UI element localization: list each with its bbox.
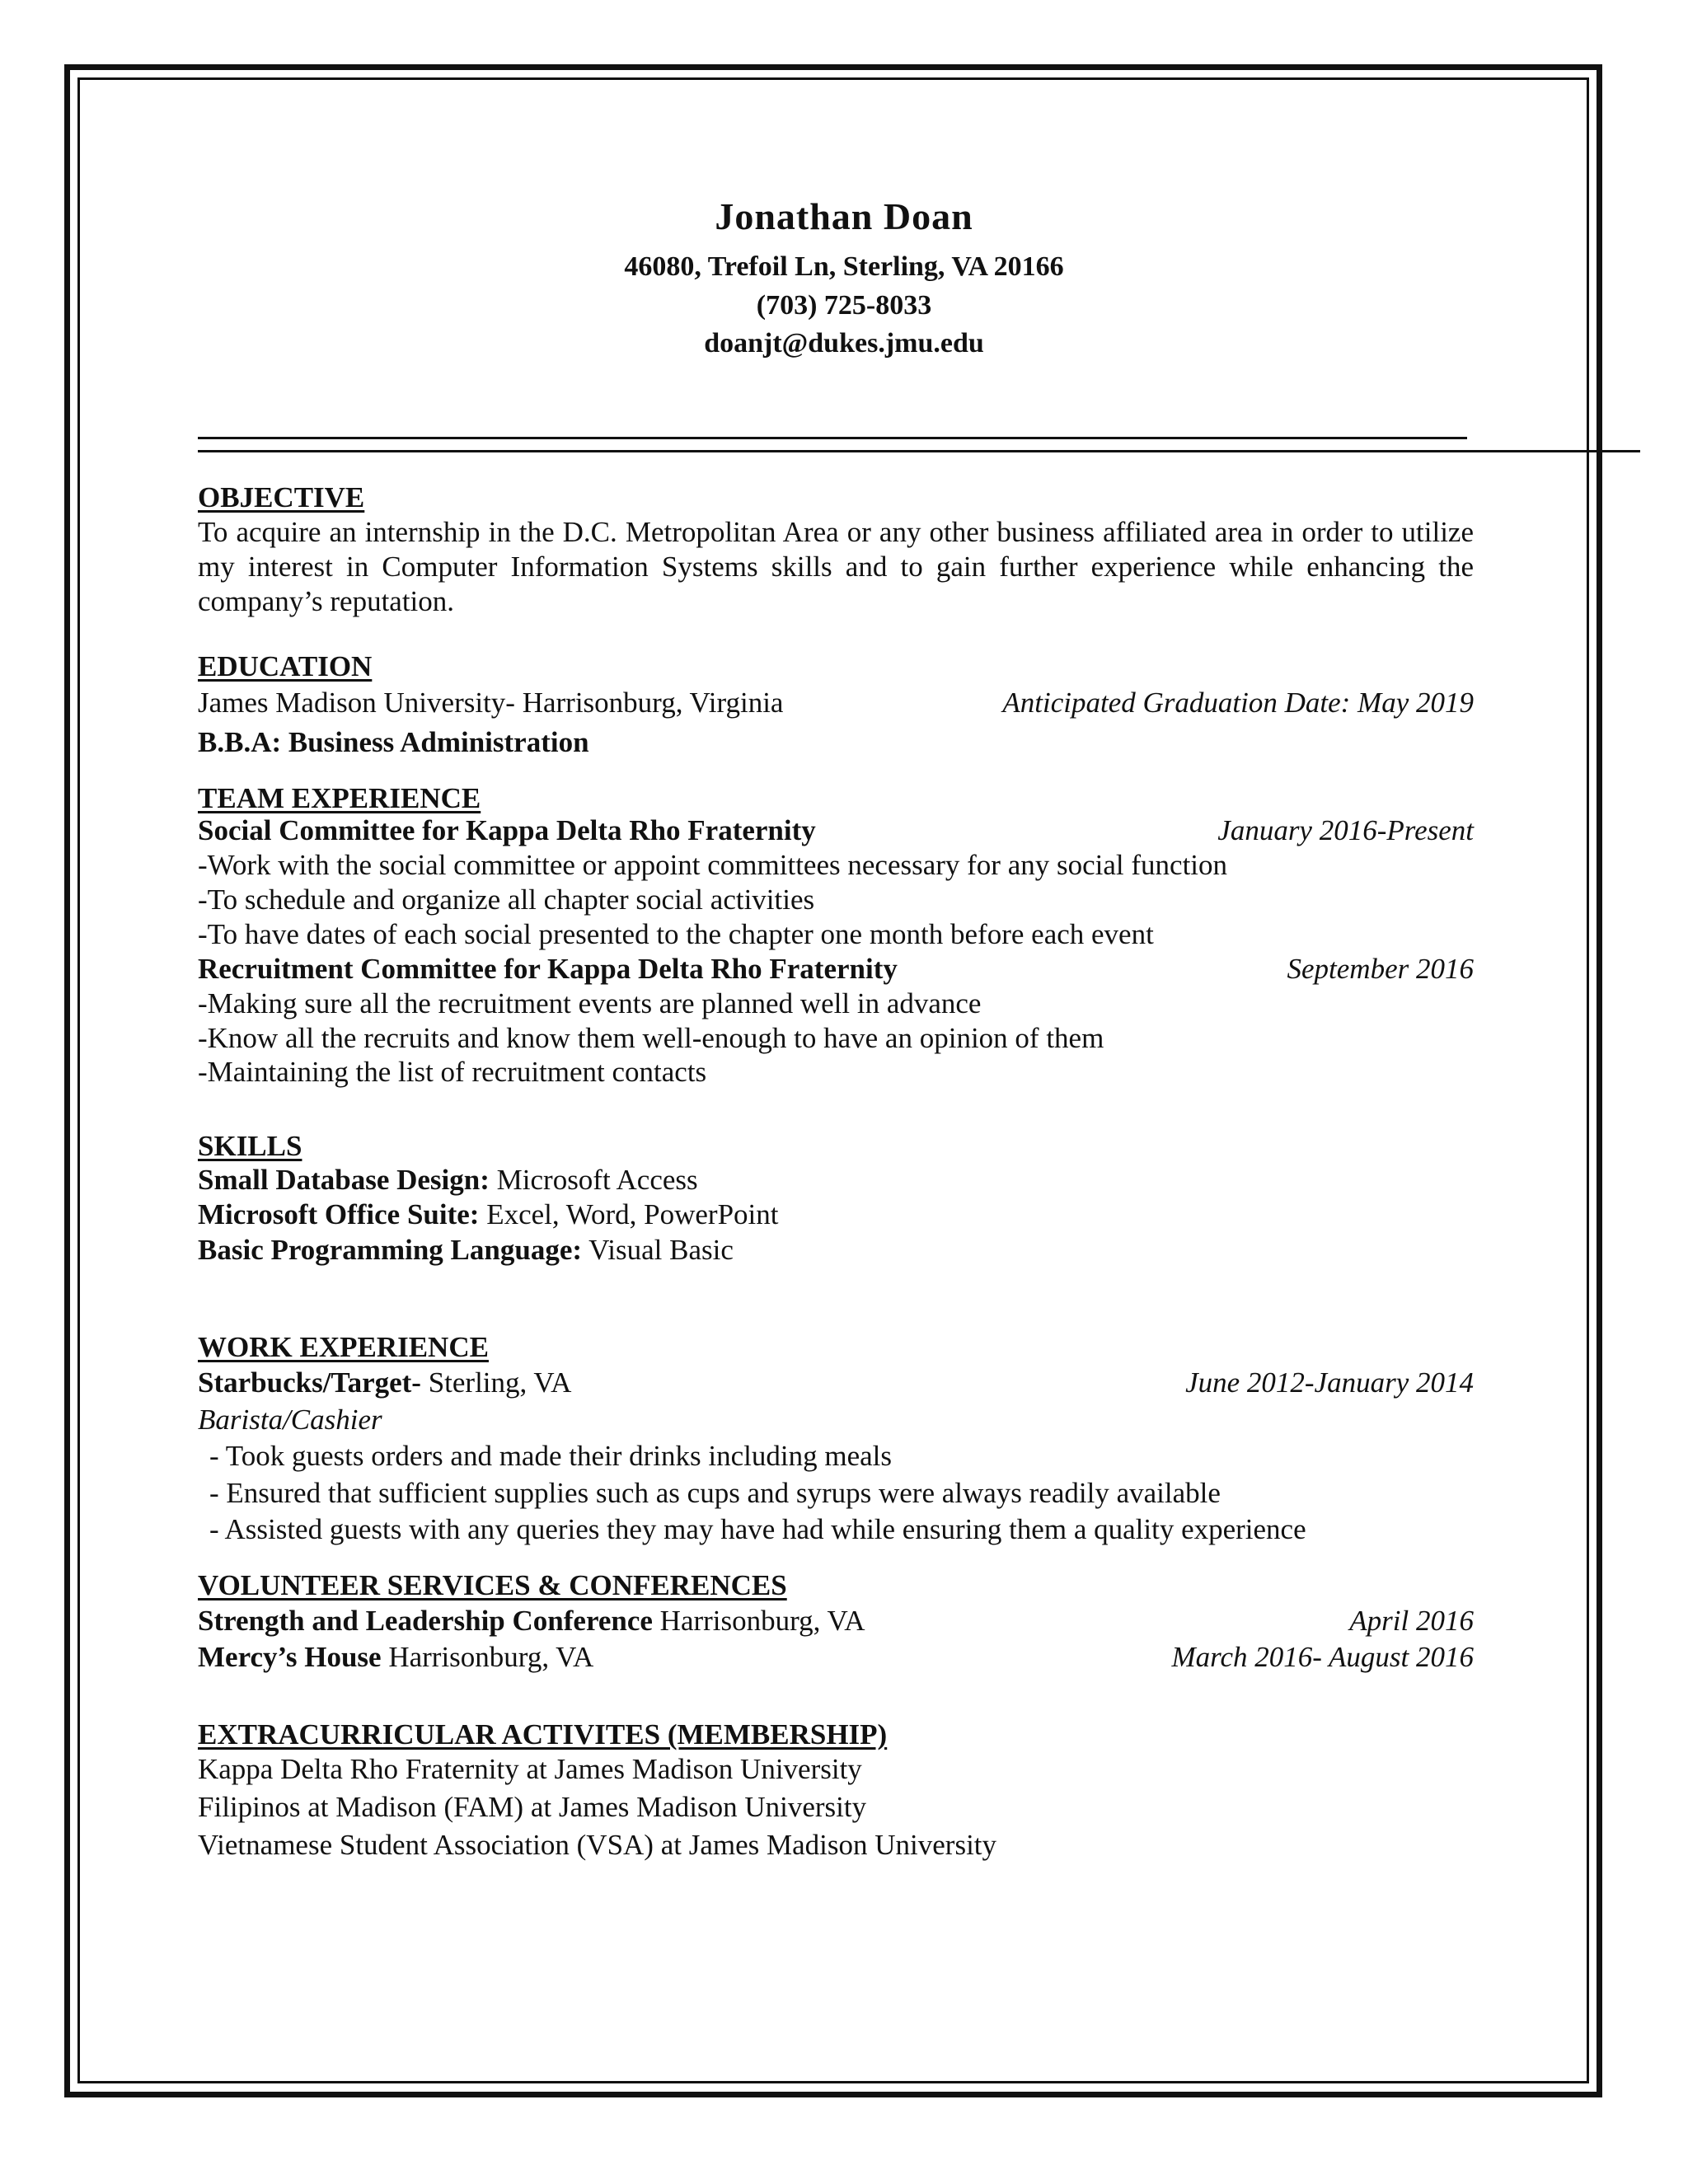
team-role-bullet: -Know all the recruits and know them well-enough to have an opinion of them bbox=[198, 1022, 1104, 1054]
degree: B.B.A: Business Administration bbox=[198, 726, 589, 758]
skill-label: Microsoft Office Suite: bbox=[198, 1198, 480, 1230]
volunteer-item bbox=[198, 1640, 1474, 1675]
volunteer-name: Strength and Leadership Conference bbox=[198, 1605, 653, 1637]
work-bullet: - Took guests orders and made their drinks including meals bbox=[209, 1440, 892, 1472]
work-date: June 2012-January 2014 bbox=[1185, 1366, 1474, 1399]
graduation-date: Anticipated Graduation Date: May 2019 bbox=[1002, 687, 1474, 719]
extracurricular-item: Filipinos at Madison (FAM) at James Madison University bbox=[198, 1791, 867, 1823]
team-experience-heading: TEAM EXPERIENCE bbox=[198, 782, 481, 814]
team-role-date: January 2016-Present bbox=[1217, 814, 1474, 846]
school-name: James Madison University- Harrisonburg, Virginia bbox=[198, 687, 784, 719]
objective-heading: OBJECTIVE bbox=[198, 481, 365, 513]
volunteer-item bbox=[198, 1604, 1474, 1638]
address: 46080, Trefoil Ln, Sterling, VA 20166 bbox=[624, 251, 1064, 282]
objective-text: To acquire an internship in the D.C. Metropolitan Area or any other business affiliated area in order to utilize my interest in Computer Information Systems skills and to gain further experience while enhancing the company’s reputation. bbox=[198, 516, 1474, 617]
skill-item bbox=[198, 1233, 1474, 1268]
team-role-title-row bbox=[198, 813, 1474, 848]
extracurricular-heading: EXTRACURRICULAR ACTIVITES (MEMBERSHIP) bbox=[198, 1718, 888, 1750]
skills-heading: SKILLS bbox=[198, 1130, 302, 1162]
skill-label: Basic Programming Language: bbox=[198, 1234, 583, 1266]
skill-item bbox=[198, 1163, 1474, 1197]
team-role-bullet: -Maintaining the list of recruitment contacts bbox=[198, 1056, 707, 1088]
team-role-date: September 2016 bbox=[1287, 953, 1474, 985]
work-bullet: - Assisted guests with any queries they may have had while ensuring them a quality experience bbox=[209, 1513, 1306, 1545]
work-employer: Starbucks/Target- bbox=[198, 1366, 421, 1399]
skill-value: Visual Basic bbox=[582, 1234, 734, 1266]
education-heading: EDUCATION bbox=[198, 650, 373, 682]
extracurricular-item: Vietnamese Student Association (VSA) at James Madison University bbox=[198, 1829, 997, 1861]
work-bullet: - Ensured that sufficient supplies such as cups and syrups were always readily available bbox=[209, 1477, 1221, 1509]
skill-label: Small Database Design: bbox=[198, 1164, 490, 1196]
work-location: Sterling, VA bbox=[420, 1366, 572, 1399]
team-role-title: Social Committee for Kappa Delta Rho Fraternity bbox=[198, 814, 816, 846]
volunteer-location: Harrisonburg, VA bbox=[381, 1641, 594, 1673]
work-employer-row bbox=[198, 1366, 1474, 1400]
skill-value: Microsoft Access bbox=[489, 1164, 698, 1196]
team-role-title: Recruitment Committee for Kappa Delta Rho Fraternity bbox=[198, 953, 898, 985]
candidate-name: Jonathan Doan bbox=[715, 195, 973, 237]
team-role-bullet: -To schedule and organize all chapter social activities bbox=[198, 883, 815, 916]
header-divider-top bbox=[198, 437, 1467, 439]
email-address: doanjt@dukes.jmu.edu bbox=[704, 328, 984, 359]
skill-item bbox=[198, 1197, 1474, 1232]
team-role-bullet: -To have dates of each social presented to the chapter one month before each event bbox=[198, 918, 1154, 950]
header-divider-bottom bbox=[198, 450, 1640, 452]
team-role-bullet: -Making sure all the recruitment events are planned well in advance bbox=[198, 987, 982, 1019]
volunteer-location: Harrisonburg, VA bbox=[652, 1605, 865, 1637]
phone-number: (703) 725-8033 bbox=[756, 290, 932, 321]
volunteer-heading: VOLUNTEER SERVICES & CONFERENCES bbox=[198, 1569, 787, 1601]
team-role-bullet: -Work with the social committee or appoint committees necessary for any social function bbox=[198, 849, 1228, 881]
work-experience-heading: WORK EXPERIENCE bbox=[198, 1331, 489, 1363]
work-position: Barista/Cashier bbox=[198, 1404, 382, 1436]
volunteer-date: April 2016 bbox=[1349, 1605, 1474, 1637]
team-role-title-row bbox=[198, 952, 1474, 987]
volunteer-date: March 2016- August 2016 bbox=[1171, 1641, 1474, 1673]
extracurricular-item: Kappa Delta Rho Fraternity at James Madison University bbox=[198, 1753, 862, 1785]
skill-value: Excel, Word, PowerPoint bbox=[479, 1198, 779, 1230]
volunteer-name: Mercy’s House bbox=[198, 1641, 382, 1673]
education-school-row bbox=[198, 686, 1474, 720]
